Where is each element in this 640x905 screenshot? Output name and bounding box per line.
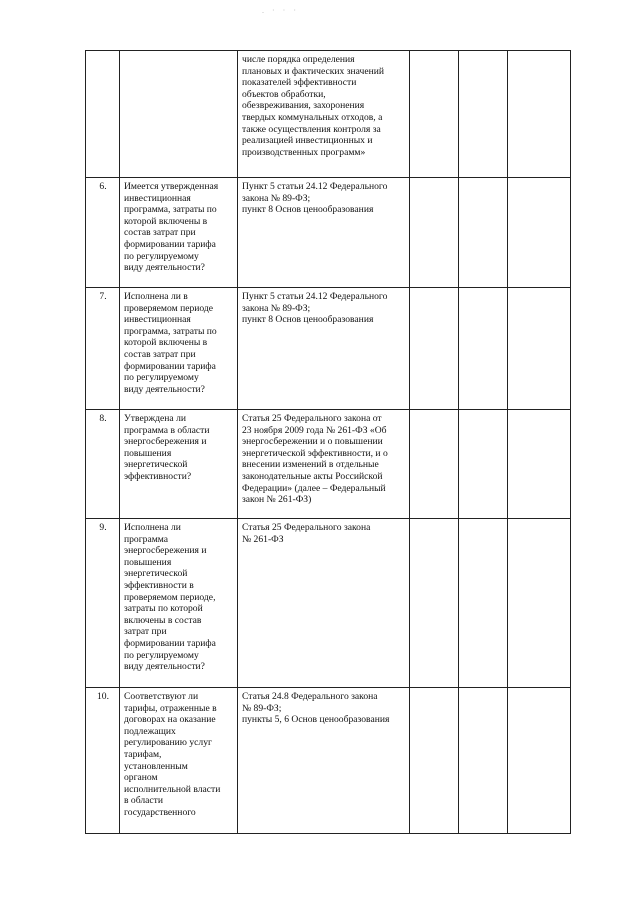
answer-yes-cell[interactable] <box>410 178 459 288</box>
reference-cell: Пункт 5 статьи 24.12 Федерального закона № 89-ФЗ; пункт 8 Основ ценообразования <box>238 178 410 288</box>
reference-cell: Статья 24.8 Федерального закона № 89-ФЗ; пункты 5, 6 Основ ценообразования <box>238 688 410 834</box>
row-number: 9. <box>86 519 120 688</box>
question-cell: Исполнена ли программа энергосбережения и повышения энергетической эффективности в проверяемом периоде, затраты по которой включены в состав затрат при формировании тарифа по регулируемому виду деятельности? <box>120 519 238 688</box>
row-number: 7. <box>86 288 120 410</box>
table-row <box>86 51 571 178</box>
row-number <box>86 51 120 178</box>
question-cell <box>120 51 238 178</box>
answer-na-cell[interactable] <box>508 51 571 178</box>
checklist-table <box>85 50 571 834</box>
answer-na-cell[interactable] <box>508 410 571 519</box>
question-cell: Утверждена ли программа в области энергосбережения и повышения энергетической эффективности? <box>120 410 238 519</box>
header-scan-marks: . · · · <box>262 6 299 15</box>
answer-yes-cell[interactable] <box>410 288 459 410</box>
answer-no-cell[interactable] <box>459 688 508 834</box>
table-row <box>86 410 571 519</box>
answer-na-cell[interactable] <box>508 688 571 834</box>
answer-na-cell[interactable] <box>508 519 571 688</box>
answer-yes-cell[interactable] <box>410 410 459 519</box>
table-row <box>86 178 571 288</box>
answer-no-cell[interactable] <box>459 410 508 519</box>
row-number: 6. <box>86 178 120 288</box>
answer-no-cell[interactable] <box>459 288 508 410</box>
answer-yes-cell[interactable] <box>410 51 459 178</box>
answer-na-cell[interactable] <box>508 178 571 288</box>
answer-no-cell[interactable] <box>459 178 508 288</box>
row-number: 10. <box>86 688 120 834</box>
reference-cell: Статья 25 Федерального закона № 261-ФЗ <box>238 519 410 688</box>
answer-yes-cell[interactable] <box>410 688 459 834</box>
reference-cell: Статья 25 Федерального закона от 23 ноября 2009 года № 261-ФЗ «Об энергосбережении и о повышении энергетической эффективности, и о внесении изменений в отдельные законодательные акты Российской Федерации» (далее – Федеральный закон № 261-ФЗ) <box>238 410 410 519</box>
table-row <box>86 688 571 834</box>
reference-cell: Пункт 5 статьи 24.12 Федерального закона № 89-ФЗ; пункт 8 Основ ценообразования <box>238 288 410 410</box>
answer-no-cell[interactable] <box>459 51 508 178</box>
question-cell: Соответствуют ли тарифы, отраженные в договорах на оказание подлежащих регулированию услуг тарифам, установленным органом исполнительной власти в области государственного <box>120 688 238 834</box>
answer-no-cell[interactable] <box>459 519 508 688</box>
reference-cell: числе порядка определения плановых и фактических значений показателей эффективности объектов обработки, обезвреживания, захоронения твердых коммунальных отходов, а также осуществления контроля за реализацией инвестиционных и производственных программ» <box>238 51 410 178</box>
answer-na-cell[interactable] <box>508 288 571 410</box>
answer-yes-cell[interactable] <box>410 519 459 688</box>
question-cell: Имеется утвержденная инвестиционная программа, затраты по которой включены в состав затрат при формировании тарифа по регулируемому виду деятельности? <box>120 178 238 288</box>
question-cell: Исполнена ли в проверяемом периоде инвестиционная программа, затраты по которой включены в состав затрат при формировании тарифа по регулируемому виду деятельности? <box>120 288 238 410</box>
table-row <box>86 288 571 410</box>
table-row <box>86 519 571 688</box>
row-number: 8. <box>86 410 120 519</box>
